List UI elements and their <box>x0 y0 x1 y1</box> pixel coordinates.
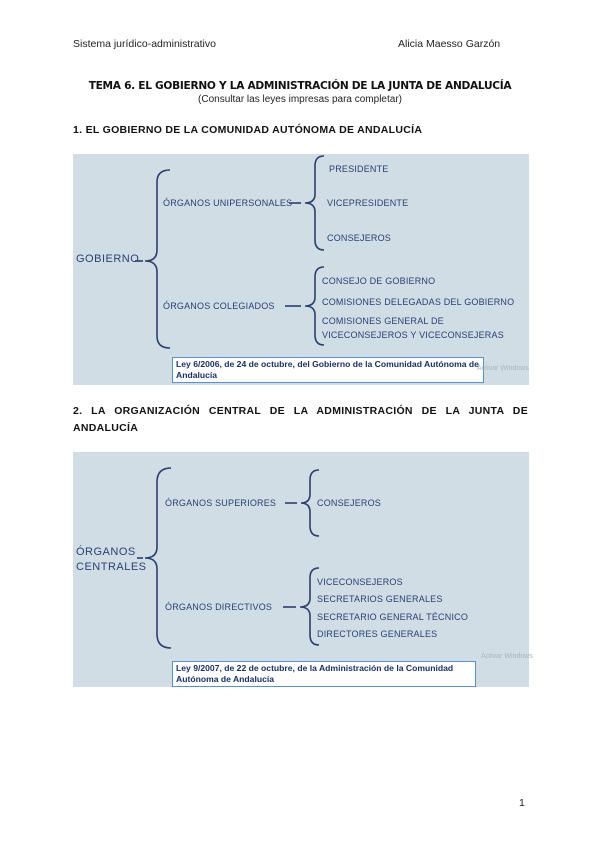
organos-centrales-diagram <box>73 452 533 687</box>
branch-directivos: ÓRGANOS DIRECTIVOS <box>165 602 273 612</box>
item-consejo-gobierno: CONSEJO DE GOBIERNO <box>322 276 436 286</box>
item-secretario-general-tecnico: SECRETARIO GENERAL TÉCNICO <box>317 612 469 622</box>
item-viceconsejeros: VICECONSEJEROS <box>317 577 403 587</box>
item-secretarios-generales: SECRETARIOS GENERALES <box>317 594 443 604</box>
page-number: 1 <box>519 797 525 809</box>
branch-unipersonales: ÓRGANOS UNIPERSONALES <box>163 198 293 208</box>
item-comisiones-general: COMISIONES GENERAL DE VICECONSEJEROS Y VICECONSEJERAS <box>322 316 504 340</box>
item-vicepresidente: VICEPRESIDENTE <box>327 198 409 208</box>
item-directores-generales: DIRECTORES GENERALES <box>317 629 438 639</box>
item-consejeros-superiores: CONSEJEROS <box>317 498 382 508</box>
header-right: Alicia Maesso Garzón <box>398 38 501 50</box>
root-brace <box>145 468 171 648</box>
document-title: TEMA 6. EL GOBIERNO Y LA ADMINISTRACIÓN DE LA JUNTA DE ANDALUCÍA <box>88 80 512 92</box>
branch-colegiados: ÓRGANOS COLEGIADOS <box>163 301 275 311</box>
root-brace <box>145 170 170 348</box>
item-comisiones-delegadas: COMISIONES DELEGADAS DEL GOBIERNO <box>322 297 515 307</box>
document-subtitle: (Consultar las leyes impresas para completar) <box>198 94 402 105</box>
item-presidente: PRESIDENTE <box>329 164 389 174</box>
gobierno-diagram <box>73 154 529 385</box>
root-organos-centrales: ÓRGANOS CENTRALES <box>76 546 147 573</box>
section-1-heading: 1. EL GOBIERNO DE LA COMUNIDAD AUTÓNOMA DE ANDALUCÍA <box>73 124 423 136</box>
diagram-1-brackets <box>73 154 529 385</box>
header-left: Sistema jurídico-administrativo <box>73 38 216 50</box>
law-reference-2: Ley 9/2007, de 22 de octubre, de la Administración de la Comunidad Autónoma de Andalucía <box>172 661 476 687</box>
branch-superiores: ÓRGANOS SUPERIORES <box>165 498 277 508</box>
watermark-1: Activar Windows <box>477 365 529 372</box>
law-reference-1: Ley 6/2006, de 24 de octubre, del Gobierno de la Comunidad Autónoma de Andalucía <box>172 357 484 383</box>
root-gobierno: GOBIERNO <box>76 253 140 265</box>
section-2-heading: 2. LA ORGANIZACIÓN CENTRAL DE LA ADMINISTRACIÓN DE LA JUNTA DE ANDALUCÍA <box>73 405 528 434</box>
watermark-2: Activar Windows <box>481 653 533 660</box>
item-consejeros: CONSEJEROS <box>327 233 392 243</box>
unipersonales-brace <box>305 156 324 250</box>
